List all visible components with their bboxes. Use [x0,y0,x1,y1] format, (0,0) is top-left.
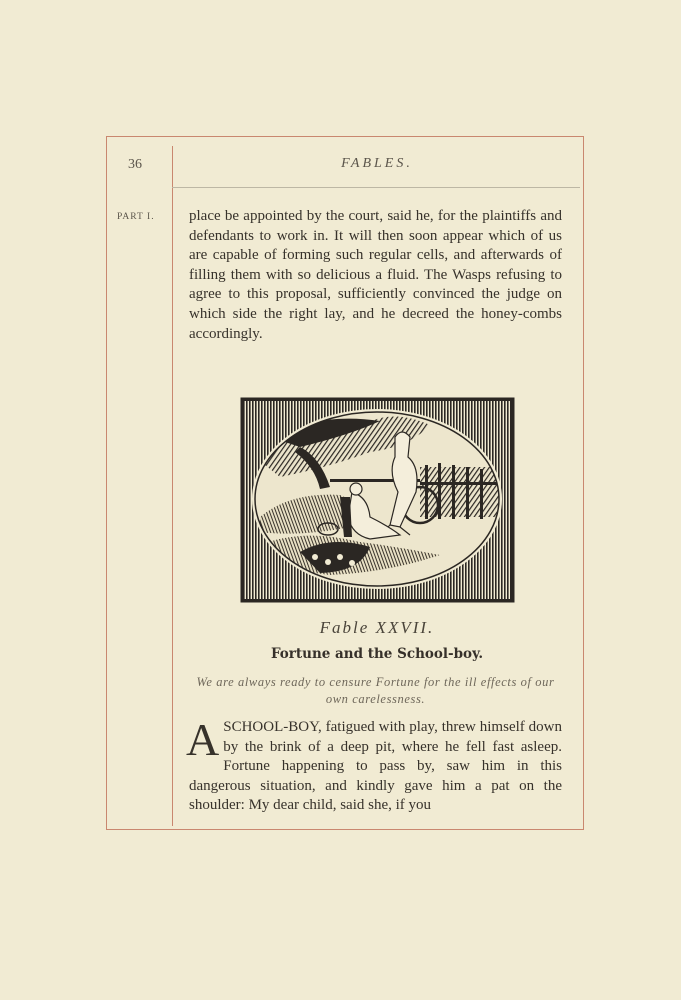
margin-rule [172,146,173,826]
header-rule [172,187,580,188]
fortune-schoolboy-woodcut [240,397,515,603]
fable-moral: We are always ready to censure Fortune for the ill effects of our own carelessness. [196,675,555,706]
page-number: 36 [128,157,142,172]
part-label: PART I. [117,212,155,222]
fable-paragraph [186,714,562,816]
drop-cap: A [186,714,220,765]
fable-text: SCHOOL-BOY, fatigued with play, threw himself down by the brink of a deep pit, where he fell fast asleep. Fortune happening to pass by, saw him in this dangerous situation, and kindly gave him a pat on the shoulder: My dear child, said she, if you [189,719,562,814]
running-head: FABLES. [341,156,413,171]
fable-title: Fortune and the School-boy. [270,646,484,662]
fable-number: Fable XXVII. [319,618,435,637]
body-paragraph: place be appointed by the court, said he, for the plaintiffs and defendants to work in. It will then soon appear which of us are capable of forming such regular cells, and afterwards of filling them with so delicious a fluid. The Wasps refusing to agree to this proposal, sufficiently convinced the judge on which side the right lay, and he decreed the honey-combs accordingly. [189,208,562,342]
